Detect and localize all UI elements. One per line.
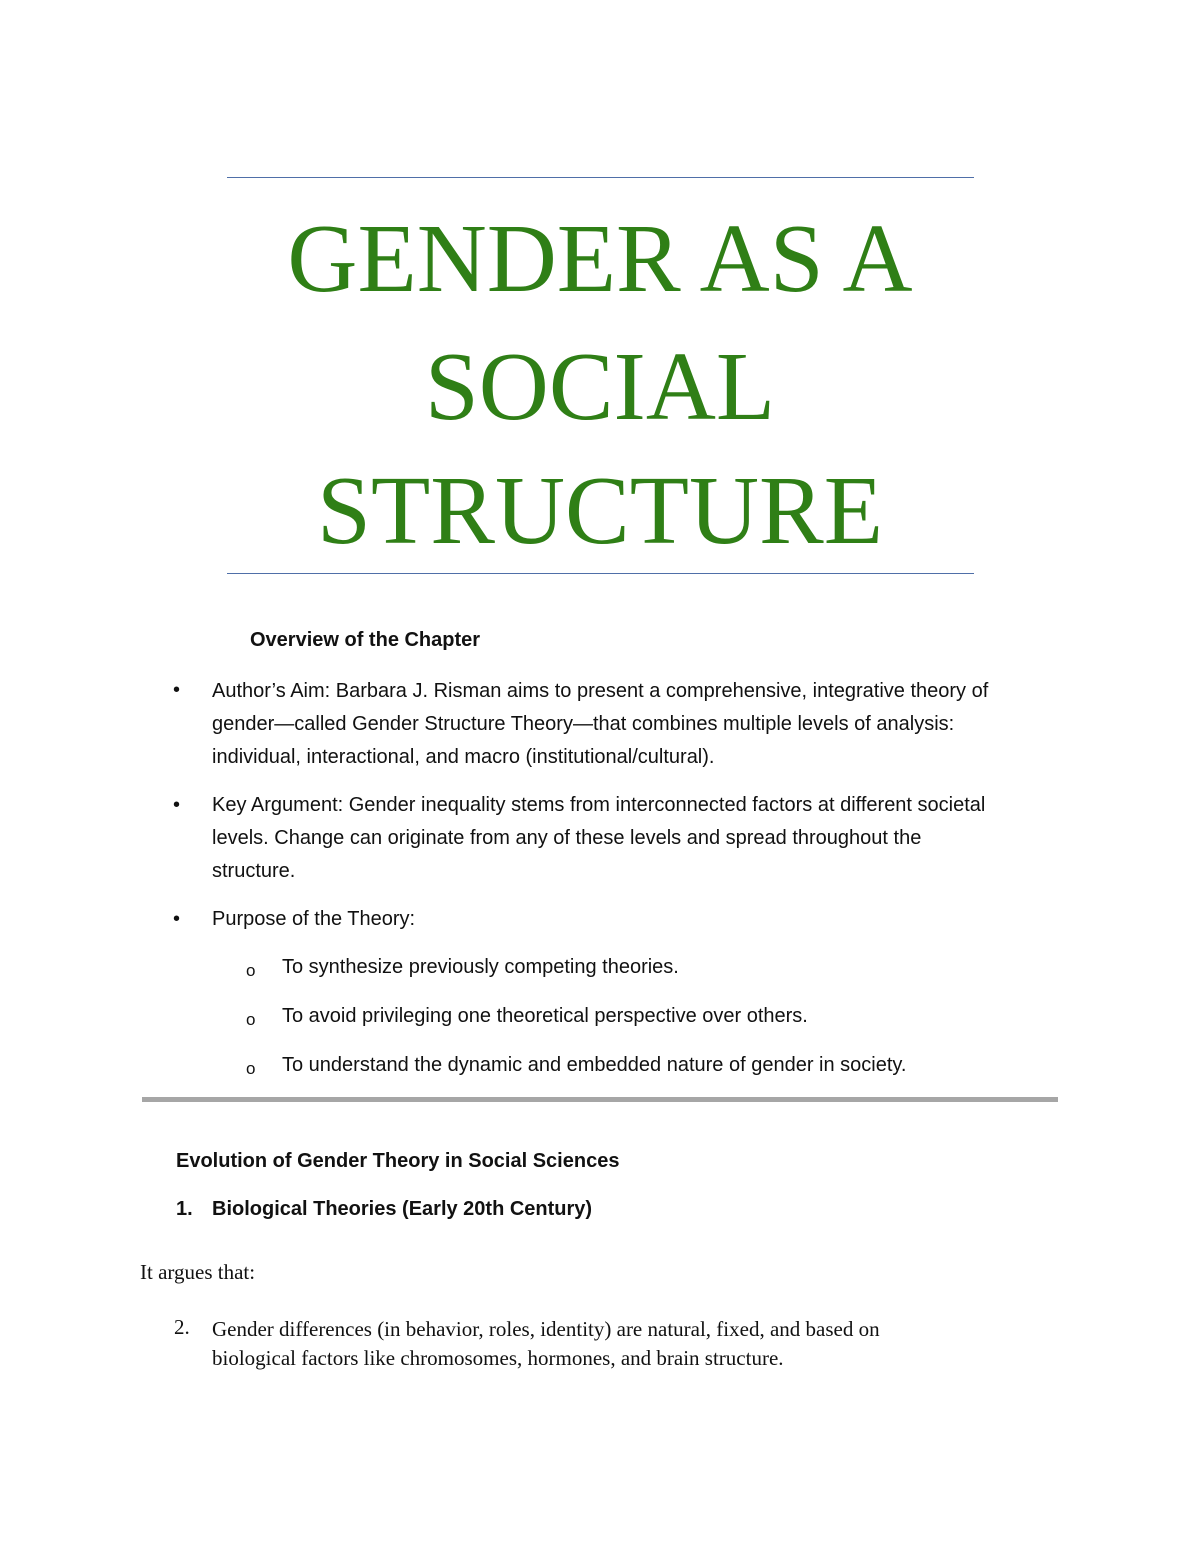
title-top-rule xyxy=(227,177,974,178)
bullet-icon: • xyxy=(173,679,181,701)
bullet-icon: • xyxy=(173,794,181,816)
text-line: biological factors like chromosomes, hormones, and brain structure. xyxy=(212,1346,784,1370)
evolution-heading: Evolution of Gender Theory in Social Sciences xyxy=(176,1150,620,1172)
text-line: levels. Change can originate from any of these levels and spread throughout the xyxy=(212,827,922,849)
title-line-2: SOCIAL xyxy=(424,333,776,440)
sub-bullet-text: To synthesize previously competing theories. xyxy=(282,956,679,978)
title-line-3: STRUCTURE xyxy=(317,457,883,564)
text-line: Gender differences (in behavior, roles, identity) are natural, fixed, and based on xyxy=(212,1317,880,1341)
text-line: individual, interactional, and macro (institutional/cultural). xyxy=(212,746,715,768)
gender-differences-text xyxy=(212,1315,880,1373)
bullet-text-authors-aim xyxy=(212,675,1082,774)
text-line: Key Argument: Gender inequality stems from interconnected factors at different societal xyxy=(212,794,986,816)
title-bottom-rule xyxy=(227,573,974,574)
list-number: 2. xyxy=(174,1315,190,1339)
circle-bullet-icon: o xyxy=(246,961,256,980)
title-line-1: GENDER AS A xyxy=(287,205,913,312)
bullet-icon: • xyxy=(173,908,181,930)
circle-bullet-icon: o xyxy=(246,1010,256,1029)
text-line: gender—called Gender Structure Theory—that combines multiple levels of analysis: xyxy=(212,713,955,735)
biological-theories-heading: Biological Theories (Early 20th Century) xyxy=(212,1198,593,1220)
circle-bullet-icon: o xyxy=(246,1059,256,1078)
sub-bullet-text: To avoid privileging one theoretical perspective over others. xyxy=(282,1005,808,1027)
sub-bullet-text: To understand the dynamic and embedded nature of gender in society. xyxy=(282,1054,907,1076)
bullet-text-purpose xyxy=(212,903,1082,936)
list-number: 1. xyxy=(176,1198,193,1220)
text-line: structure. xyxy=(212,860,296,882)
argues-text: It argues that: xyxy=(140,1260,256,1284)
text-line: Author’s Aim: Barbara J. Risman aims to present a comprehensive, integrative theory of xyxy=(212,680,989,702)
bullet-text-key-argument xyxy=(212,789,1082,888)
overview-heading: Overview of the Chapter xyxy=(250,629,481,651)
text-line: Purpose of the Theory: xyxy=(212,908,416,930)
section-divider xyxy=(142,1097,1058,1102)
